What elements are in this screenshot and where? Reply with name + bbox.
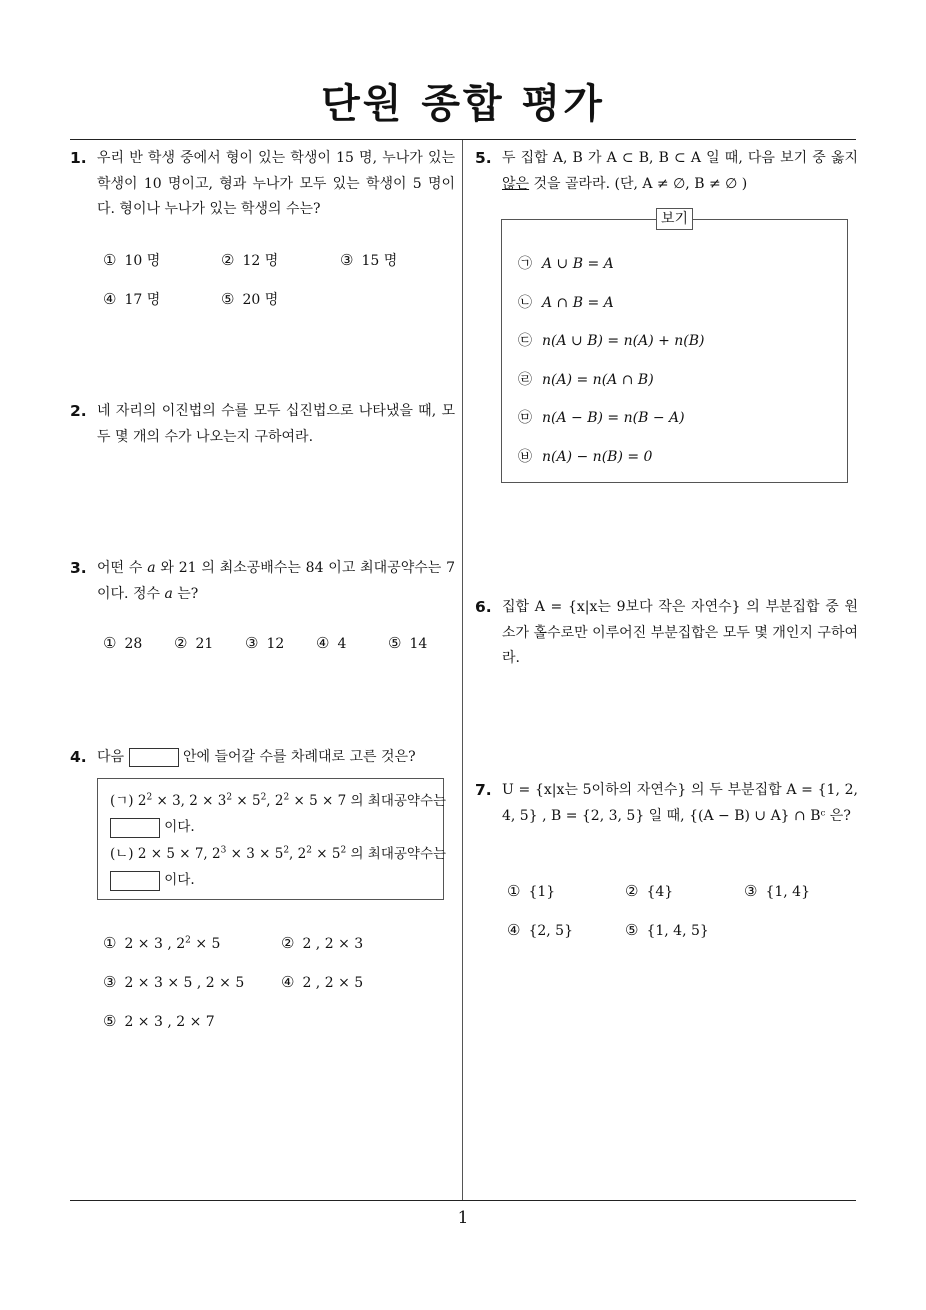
- choice[interactable]: ④ 4: [316, 634, 347, 652]
- choice[interactable]: ⑤ {1, 4, 5}: [625, 921, 709, 939]
- question-number: 5.: [475, 149, 492, 167]
- answer-blank: [110, 871, 160, 891]
- choice[interactable]: ⑤ 14: [388, 634, 428, 652]
- question-text: 다음 안에 들어갈 수를 차례대로 고른 것은?: [97, 749, 416, 765]
- choice[interactable]: ③ 12: [245, 634, 285, 652]
- question-number: 7.: [475, 781, 492, 799]
- choice[interactable]: ② 21: [174, 634, 214, 652]
- choice[interactable]: ⑤ 20 명: [221, 290, 279, 308]
- choice[interactable]: ② 12 명: [221, 251, 279, 269]
- bogi-box: [501, 211, 848, 483]
- choice[interactable]: ① 28: [103, 634, 143, 652]
- answer-blank: [129, 748, 179, 767]
- choice[interactable]: ① {1}: [507, 882, 556, 900]
- question-2: [70, 399, 455, 450]
- choice[interactable]: ② {4}: [625, 882, 674, 900]
- question-6: [475, 595, 858, 672]
- choice[interactable]: ① 10 명: [103, 251, 161, 269]
- choice[interactable]: ⑤ 2 × 3 , 2 × 7: [103, 1012, 215, 1030]
- header-rule: [70, 139, 856, 140]
- choice[interactable]: ① 2 × 3 , $2^2 \times 5$: [103, 934, 221, 952]
- bogi-item: ㉢ n(A ∪ B) = n(A) + n(B): [518, 333, 705, 349]
- choice[interactable]: ④ {2, 5}: [507, 921, 573, 939]
- answer-blank: [110, 818, 160, 838]
- question-text: 네 자리의 이진법의 수를 모두 십진법으로 나타냈을 때, 모두 몇 개의 수가 나오는지 구하여라.: [97, 403, 455, 445]
- question-3: [70, 556, 456, 607]
- question-text: 우리 반 학생 중에서 형이 있는 학생이 15 명, 누나가 있는 학생이 10 명이고, 형과 누나가 모두 있는 학생이 5 명이다. 형이나 누나가 있는 학생의 수는?: [97, 150, 455, 217]
- question-number: 3.: [70, 559, 87, 577]
- question-text: U = {x|x는 5이하의 자연수} 의 두 부분집합 A = {1, 2, 4, 5} , B = {2, 3, 5} 일 때, {(A − B) ∪ A} ∩ Bᶜ 은?: [502, 782, 858, 824]
- condition-a-end: 이다.: [110, 815, 195, 838]
- choice[interactable]: ③ 15 명: [340, 251, 398, 269]
- condition-b-end: 이다.: [110, 868, 195, 891]
- footer-rule: [70, 1200, 856, 1201]
- question-number: 2.: [70, 402, 87, 420]
- question-1: [70, 146, 455, 223]
- choice[interactable]: ③ 2 × 3 × 5 , 2 × 5: [103, 973, 245, 991]
- bogi-label: 보기: [656, 208, 693, 230]
- condition-b: (ㄴ) 2 × 5 × 7, $2^3 \times 3 \times 5^2$, $2^2 \times 5^2$ 의 최대공약수는: [110, 845, 447, 862]
- condition-a: (ㄱ) $2^2 \times 3$, $2 \times 3^2 \times 5^2$, $2^2 \times 5 \times 7$ 의 최대공약수는: [110, 792, 447, 809]
- bogi-item: ㉣ n(A) = n(A ∩ B): [518, 372, 654, 388]
- question-text: 집합 A = {x|x는 9보다 작은 자연수} 의 부분집합 중 원소가 홀수로만 이루어진 부분집합은 모두 몇 개인지 구하여라.: [502, 599, 858, 666]
- question-4: [70, 745, 455, 771]
- bogi-item: ㉡ A ∩ B = A: [518, 295, 614, 311]
- question-5: [475, 146, 858, 197]
- page-title: 단원 종합 평가: [321, 81, 605, 127]
- choice[interactable]: ④ 17 명: [103, 290, 161, 308]
- bogi-item: ㉥ n(A) − n(B) = 0: [518, 449, 653, 465]
- question-7: [475, 778, 858, 829]
- page-number: 1: [457, 1208, 469, 1228]
- question-number: 4.: [70, 748, 87, 766]
- bogi-item: ㉤ n(A − B) = n(B − A): [518, 410, 685, 426]
- question-number: 6.: [475, 598, 492, 616]
- choice[interactable]: ③ {1, 4}: [744, 882, 810, 900]
- choice[interactable]: ② 2 , 2 × 3: [281, 934, 364, 952]
- question-text: 어떤 수 a 와 21 의 최소공배수는 84 이고 최대공약수는 7 이다. 정수 a 는?: [97, 560, 456, 602]
- choice[interactable]: ④ 2 , 2 × 5: [281, 973, 364, 991]
- bogi-item: ㉠ A ∪ B = A: [518, 256, 614, 272]
- column-divider: [462, 140, 463, 1200]
- condition-box: [97, 778, 447, 900]
- question-text: 두 집합 A, B 가 A ⊂ B, B ⊂ A 일 때, 다음 보기 중 옳지 않은 것을 골라라. (단, A ≠ ∅, B ≠ ∅ ): [502, 150, 858, 192]
- question-number: 1.: [70, 149, 87, 167]
